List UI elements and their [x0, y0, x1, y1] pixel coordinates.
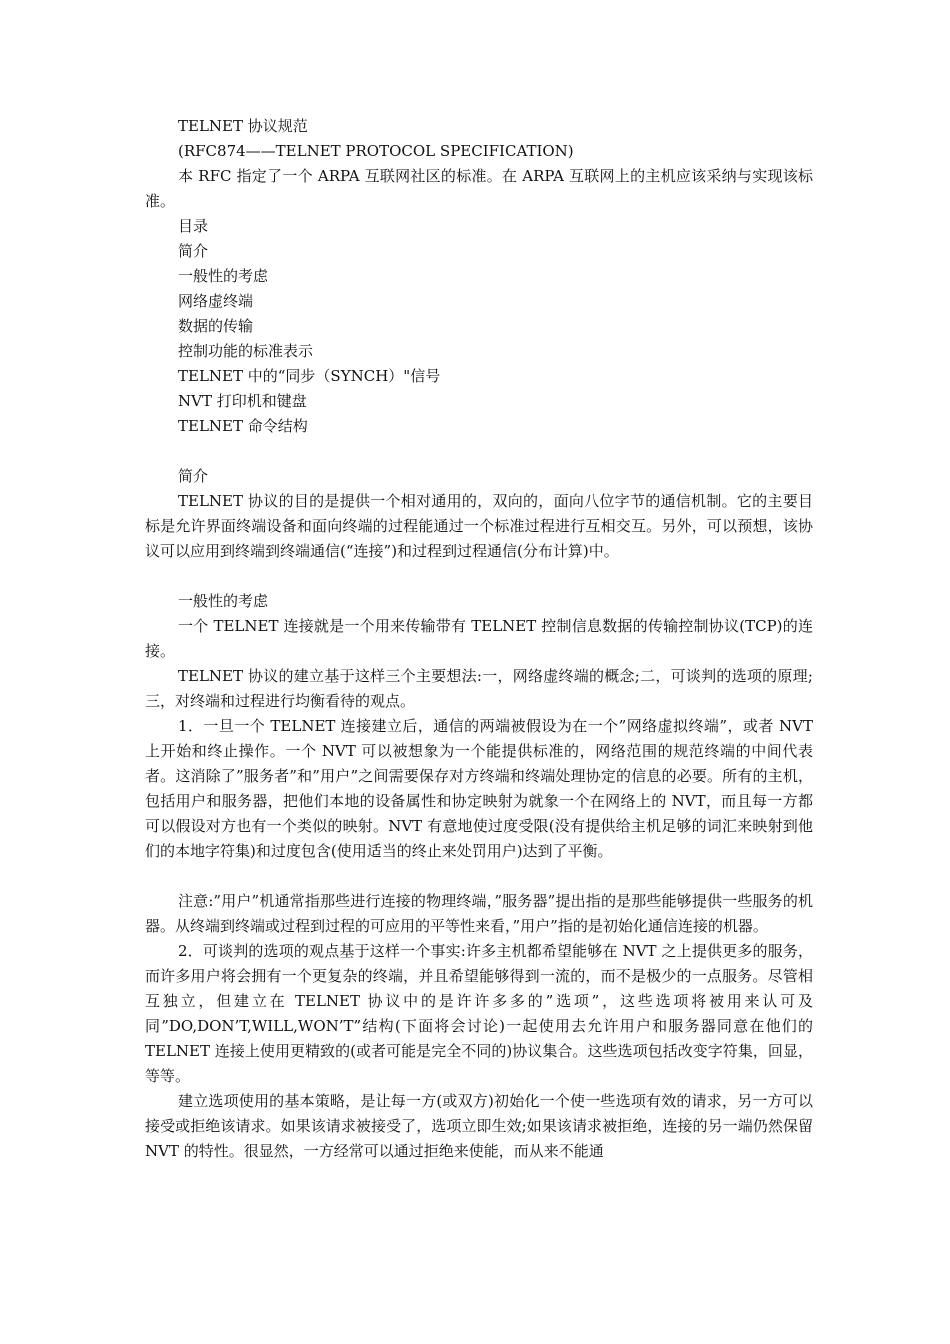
toc-item: TELNET 命令结构 — [178, 417, 308, 435]
paragraph: 1．一旦一个 TELNET 连接建立后，通信的两端被假设为在一个”网络虚拟终端”，或者 NVT 上开始和终止操作。一个 NVT 可以被想象为一个能提供标准的，网络范围的规范终端的中间代表者。这消除了”服务者”和”用户”之间需要保存对方终端和终端处理协定的信息的必要。所有的主机，包括用户和服务器，把他们本地的设备属性和协定映射为就象一个在网络上的 NVT，而且每一方都可以假设对方也有一个类似的映射。NVT 有意地使过度受限(没有提供给主机足够的词汇来映射到他们的本地字符集)和过度包含(使用适当的终止来处罚用户)达到了平衡。 — [145, 717, 813, 860]
paragraph: 2．可谈判的选项的观点基于这样一个事实:许多主机都希望能够在 NVT 之上提供更多的服务，而许多用户将会拥有一个更复杂的终端，并且希望能够得到一流的，而不是极少的一点服务。尽管相互独立，但建立在 TELNET 协议中的是许许多多的”选项”，这些选项将被用来认可及同”DO,DON’T,WILL,WON’T”结构(下面将会讨论)一起使用去允许用户和服务器同意在他们的 TELNET 连接上使用更精致的(或者可能是完全不同的)协议集合。这些选项包括改变字符集，回显，等等。 — [145, 942, 813, 1085]
paragraph: 建立选项使用的基本策略，是让每一方(或双方)初始化一个使一些选项有效的请求，另一方可以接受或拒绝该请求。如果该请求被接受了，选项立即生效;如果该请求被拒绝，连接的另一端仍然保留 NVT 的特性。很显然，一方经常可以通过拒绝来使能，而从来不能通 — [145, 1092, 813, 1160]
toc-heading: 目录 — [178, 217, 209, 235]
paragraph: TELNET 协议的建立基于这样三个主要想法:一，网络虚终端的概念;二，可谈判的选项的原理;三，对终端和过程进行均衡看待的观点。 — [145, 667, 813, 710]
section-heading-intro: 简介 — [178, 467, 209, 485]
status-paragraph: 本 RFC 指定了一个 ARPA 互联网社区的标准。在 ARPA 互联网上的主机应该采纳与实现该标准。 — [145, 167, 813, 210]
document-subtitle: (RFC874——TELNET PROTOCOL SPECIFICATION) — [178, 142, 574, 160]
spacer — [145, 564, 813, 589]
document-page — [145, 114, 813, 1164]
toc-item: 一般性的考虑 — [178, 267, 269, 285]
paragraph: 一个 TELNET 连接就是一个用来传输带有 TELNET 控制信息数据的传输控制协议(TCP)的连接。 — [145, 617, 813, 660]
toc-item: 数据的传输 — [178, 317, 254, 335]
spacer — [145, 439, 813, 464]
toc-item: 简介 — [178, 242, 209, 260]
toc-item: 网络虚终端 — [178, 292, 254, 310]
document-title: TELNET 协议规范 — [178, 117, 308, 135]
paragraph: TELNET 协议的目的是提供一个相对通用的，双向的，面向八位字节的通信机制。它的主要目标是允许界面终端设备和面向终端的过程能通过一个标准过程进行互相交互。另外，可以预想，该协议可以应用到终端到终端通信(“连接”)和过程到过程通信(分布计算)中。 — [145, 492, 813, 560]
section-heading-general: 一般性的考虑 — [178, 592, 269, 610]
toc-item: NVT 打印机和键盘 — [178, 392, 307, 410]
toc-item: 控制功能的标准表示 — [178, 342, 314, 360]
note-paragraph: 注意:”用户”机通常指那些进行连接的物理终端，”服务器”提出指的是那些能够提供一些服务的机器。从终端到终端或过程到过程的可应用的平等性来看，”用户”指的是初始化通信连接的机器。 — [145, 892, 813, 935]
toc-item: TELNET 中的“同步（SYNCH）"信号 — [178, 367, 441, 385]
spacer — [145, 864, 813, 889]
